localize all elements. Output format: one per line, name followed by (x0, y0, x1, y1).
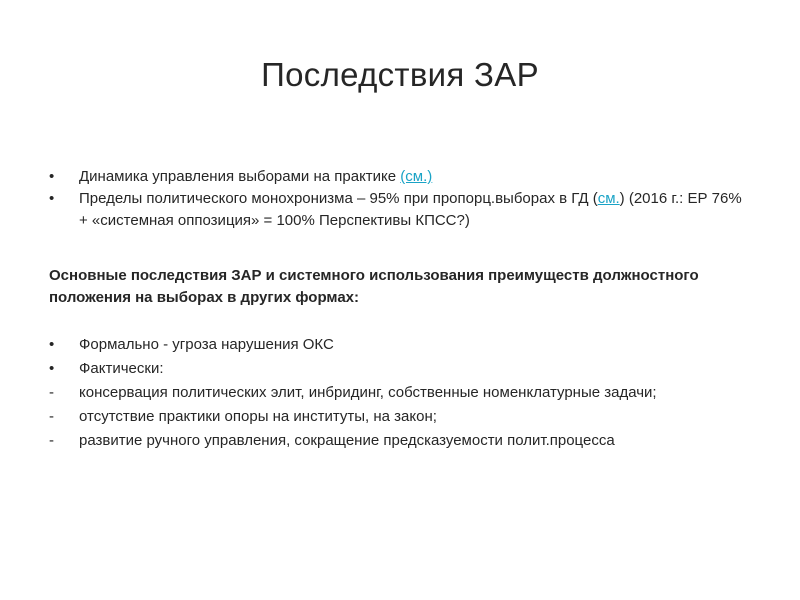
see-link-limits[interactable]: см. (597, 190, 620, 207)
list-item-text: Фактически: (79, 360, 164, 377)
list-item (49, 166, 749, 188)
list-item (49, 382, 749, 404)
list-item (49, 430, 749, 452)
list-item-text: Динамика управления выборами на практике (79, 168, 401, 185)
list-item-text: развитие ручного управления, сокращение предсказуемости полит.процесса (79, 432, 615, 449)
list-item (49, 358, 749, 380)
bullet-list-main (49, 166, 749, 232)
list-item-text: Пределы политического монохронизма – 95% при пропорц.выборах в ГД ( (79, 190, 598, 207)
bullet-marker: • (49, 190, 55, 207)
list-item (49, 334, 749, 356)
list-item-text: консервация политических элит, инбридинг, собственные номенклатурные задачи; (79, 384, 657, 401)
bullet-list-consequences (49, 334, 749, 454)
list-item-text: отсутствие практики опоры на институты, на закон; (79, 408, 437, 425)
bullet-marker: • (49, 336, 55, 353)
list-item (49, 406, 749, 428)
list-item (49, 188, 749, 232)
see-link-dynamics[interactable]: (см.) (400, 168, 433, 185)
dash-marker: - (49, 408, 54, 425)
list-item-text-after: ) (2016 г.: ЕР 76% + «системная оппозиция» = 100% Перспективы КПСС?) (79, 190, 742, 229)
bullet-marker: • (49, 360, 55, 377)
section-heading: Основные последствия ЗАР и системного использования преимуществ должностного положения на выборах в других формах: (49, 267, 699, 306)
dash-marker: - (49, 384, 54, 401)
bullet-marker: • (49, 168, 55, 185)
dash-marker: - (49, 432, 54, 449)
list-item-text: Формально - угроза нарушения ОКС (79, 336, 334, 353)
slide-title: Последствия ЗАР (261, 56, 539, 93)
